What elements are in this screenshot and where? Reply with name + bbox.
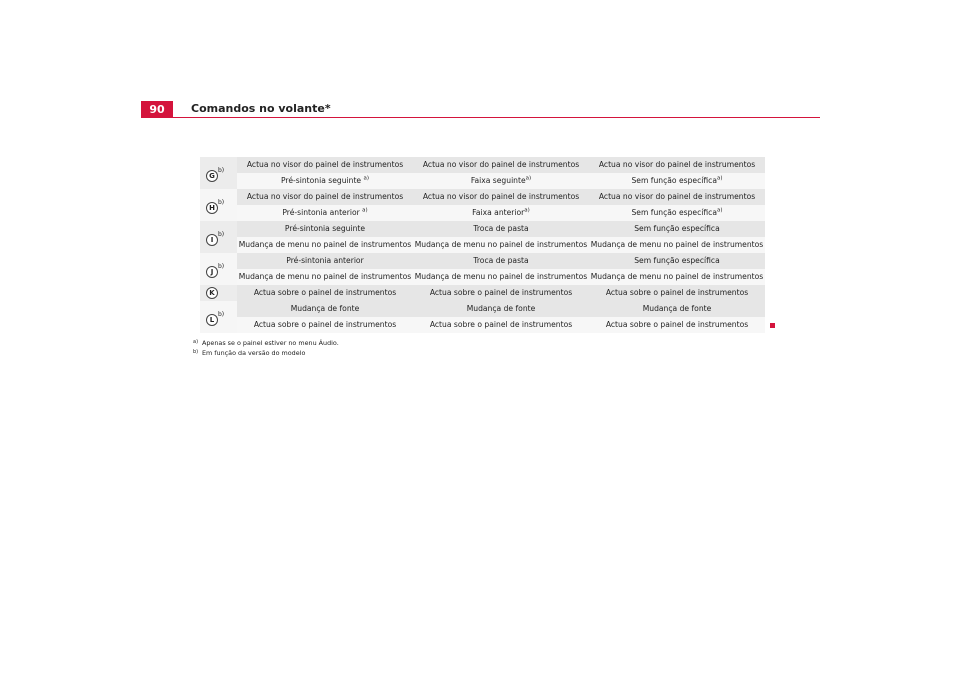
cell-footnote-ref: a): [716, 207, 723, 214]
table-cell: [237, 189, 413, 205]
table-row: [237, 237, 765, 253]
cell-text: Pré-sintonia anterior: [286, 256, 364, 265]
table-cell: [237, 173, 413, 189]
cell-text: Actua no visor do painel de instrumentos: [246, 192, 404, 201]
cell-text: Actua sobre o painel de instrumentos: [253, 288, 397, 297]
cell-text: Pré-sintonia seguinte: [280, 176, 364, 185]
cell-text: Mudança de menu no painel de instrumentos: [590, 272, 764, 281]
footnote: [193, 338, 339, 348]
footnote-text: Em função da versão do modelo: [202, 349, 306, 357]
table-cell: [589, 301, 765, 317]
cell-footnote-ref: a): [716, 175, 723, 182]
cell-text: Mudança de menu no painel de instrumentos: [238, 240, 412, 249]
cell-footnote-ref: a): [525, 175, 532, 182]
footnote-mark: a): [193, 339, 199, 345]
table-cell: [413, 253, 589, 269]
cell-text: Actua no visor do painel de instrumentos: [422, 192, 580, 201]
table-row: [237, 285, 765, 301]
cell-text: Mudança de menu no painel de instrumentos: [414, 240, 588, 249]
table-cell: [589, 205, 765, 221]
table-row: [237, 205, 765, 221]
table-cell: [589, 221, 765, 237]
control-footnote-ref: b): [218, 311, 225, 318]
cell-text: Mudança de fonte: [466, 304, 536, 313]
cell-footnote-ref: a): [362, 207, 368, 214]
cell-text: Actua no visor do painel de instrumentos: [422, 160, 580, 169]
table-cell: [237, 221, 413, 237]
control-label-cell: [200, 221, 237, 253]
table-cell: [589, 237, 765, 253]
cell-footnote-ref: a): [524, 207, 530, 214]
control-key-badge-icon: G: [206, 170, 218, 182]
control-key-badge-icon: I: [206, 234, 218, 246]
control-key-badge-icon: K: [206, 287, 218, 299]
table-cell: [413, 317, 589, 333]
cell-text: Mudança de menu no painel de instrumentos: [238, 272, 412, 281]
table-cell: [589, 269, 765, 285]
table-row: [237, 317, 765, 333]
control-footnote-ref: b): [218, 263, 225, 270]
table-group: [200, 285, 765, 301]
table-cell: [589, 173, 765, 189]
footnotes: [193, 338, 339, 358]
table-cell: [237, 285, 413, 301]
header-rule: [141, 117, 820, 118]
table-group: [200, 253, 765, 285]
control-footnote-ref: b): [218, 199, 225, 206]
table-cell: [237, 317, 413, 333]
table-group: [200, 301, 765, 333]
table-cell: [413, 301, 589, 317]
cell-text: Troca de pasta: [473, 256, 529, 265]
table-group: [200, 189, 765, 221]
cell-text: Sem função específica: [634, 224, 720, 233]
table-row: [237, 157, 765, 173]
cell-text: Pré-sintonia anterior: [282, 208, 363, 217]
table-cell: [237, 301, 413, 317]
controls-table: [200, 157, 765, 333]
table-row: [237, 221, 765, 237]
cell-text: Pré-sintonia seguinte: [284, 224, 366, 233]
table-group: [200, 221, 765, 253]
cell-text: Sem função específica: [631, 176, 717, 185]
table-cell: [237, 157, 413, 173]
cell-text: Mudança de fonte: [290, 304, 360, 313]
table-cell: [413, 221, 589, 237]
table-cell: [413, 237, 589, 253]
table-row: [237, 269, 765, 285]
control-footnote-ref: b): [218, 231, 225, 238]
cell-text: Mudança de menu no painel de instrumentos: [414, 272, 588, 281]
table-row: [237, 173, 765, 189]
control-key-badge-icon: H: [206, 202, 218, 214]
table-row: [237, 301, 765, 317]
section-end-marker: [770, 323, 775, 328]
table-row: [237, 253, 765, 269]
cell-text: Faixa seguinte: [470, 176, 526, 185]
table-cell: [589, 253, 765, 269]
control-label-cell: [200, 301, 237, 333]
table-row: [237, 189, 765, 205]
table-cell: [413, 189, 589, 205]
cell-text: Actua sobre o painel de instrumentos: [429, 288, 573, 297]
table-cell: [413, 157, 589, 173]
cell-text: Actua sobre o painel de instrumentos: [605, 320, 749, 329]
table-cell: [413, 205, 589, 221]
table-cell: [589, 317, 765, 333]
cell-footnote-ref: a): [363, 175, 370, 182]
table-cell: [413, 269, 589, 285]
control-label-cell: [200, 285, 237, 301]
footnote: [193, 348, 339, 358]
control-key-badge-icon: J: [206, 266, 218, 278]
cell-text: Actua no visor do painel de instrumentos: [246, 160, 404, 169]
cell-text: Sem função específica: [631, 208, 717, 217]
table-cell: [589, 285, 765, 301]
cell-text: Actua no visor do painel de instrumentos: [598, 160, 756, 169]
cell-text: Actua sobre o painel de instrumentos: [253, 320, 397, 329]
table-group: [200, 157, 765, 189]
control-label-cell: [200, 253, 237, 285]
table-cell: [237, 205, 413, 221]
table-cell: [237, 253, 413, 269]
cell-text: Mudança de menu no painel de instrumentos: [590, 240, 764, 249]
table-cell: [237, 237, 413, 253]
control-label-cell: [200, 157, 237, 189]
control-label-cell: [200, 189, 237, 221]
table-cell: [589, 189, 765, 205]
cell-text: Actua no visor do painel de instrumentos: [598, 192, 756, 201]
table-cell: [413, 173, 589, 189]
page-title: Comandos no volante*: [191, 102, 331, 115]
control-key-badge-icon: L: [206, 314, 218, 326]
cell-text: Troca de pasta: [473, 224, 529, 233]
cell-text: Sem função específica: [634, 256, 720, 265]
page-number: 90: [141, 101, 173, 117]
cell-text: Actua sobre o painel de instrumentos: [429, 320, 573, 329]
table-cell: [237, 269, 413, 285]
table-cell: [413, 285, 589, 301]
cell-text: Mudança de fonte: [642, 304, 712, 313]
cell-text: Faixa anterior: [472, 208, 525, 217]
table-cell: [589, 157, 765, 173]
footnote-text: Apenas se o painel estiver no menu Áudio.: [202, 339, 339, 347]
cell-text: Actua sobre o painel de instrumentos: [605, 288, 749, 297]
footnote-mark: b): [193, 349, 199, 355]
control-footnote-ref: b): [218, 167, 225, 174]
